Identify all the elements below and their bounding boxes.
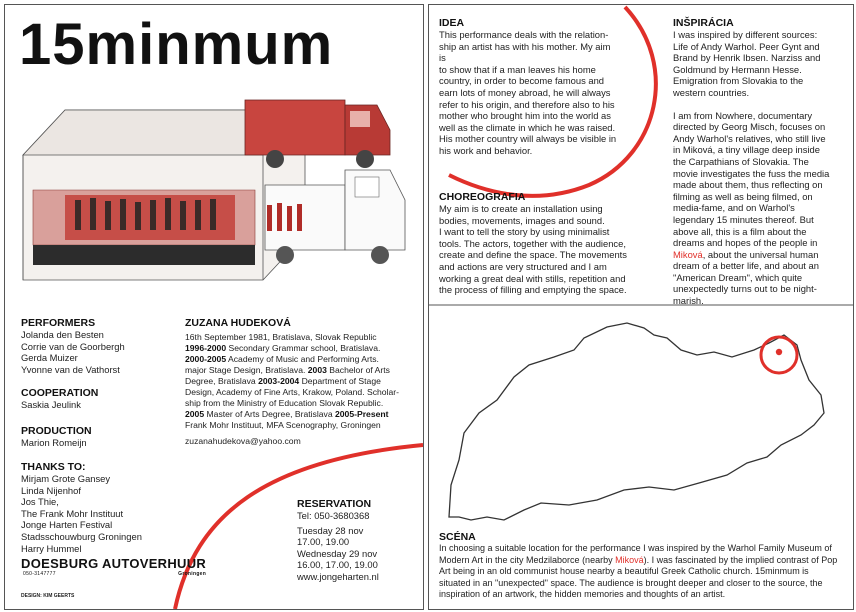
bio-year: 2003-2004 [258,376,300,386]
idea-section [439,17,619,157]
thanks-name: Mirjam Grote Gansey [21,473,111,484]
thanks-name: Jonge Harten Festival [21,519,113,531]
choreo-line: the process of filling and emptying the space. [439,284,627,296]
left-page [4,4,424,610]
inspiracia-line: Brand by Henrik Ibsen. Narziss and [673,52,821,64]
bio-year: 2005 [185,409,205,419]
inspiracia-line: western countries. [673,86,750,98]
design-credit: DESIGN: KIM GEERTS [21,593,75,599]
scena-text: ). I was fascinated by the implied contrast of Pop [643,554,838,565]
choreo-heading: CHOREOGRAFIA [439,191,526,203]
right-page [428,4,854,610]
bio-line: ship from the Ministry of Education Slovak Republic. [185,398,384,408]
reservation-day: Tuesday 28 nov [297,524,364,536]
inspiracia-text: , about the universal human [702,248,819,260]
bio-text: major Stage Design, Bratislava. [185,365,308,375]
bio-year: 1996-2000 [185,343,227,353]
scena-text: Modern Art in the city Medzilaborce (nearby [439,554,616,565]
idea-line: ship an artist has with his mother. My aim is [439,40,611,64]
slovakia-map [449,323,824,520]
reservation-day: Wednesday 29 nov [297,547,378,559]
choreo-line: create and define the space. The movements [439,249,627,261]
mikova-highlight: Miková [615,554,644,565]
scena-section [439,531,849,601]
reservation-website[interactable]: www.jongeharten.nl [297,570,379,582]
production-heading: PRODUCTION [21,425,92,437]
inspiracia-line: I am from Nowhere, documentary [673,109,813,121]
idea-line: his work and behavior. [439,144,533,156]
bio-year: 2003 [307,365,327,375]
inspiracia-heading: INŠPIRÁCIA [673,17,734,29]
idea-line: earn lots of money abroad, he will always [439,86,611,98]
sponsor-logo [21,556,207,577]
reservation-heading: RESERVATION [297,498,372,510]
poster-title: 15minmum [19,12,334,77]
inspiracia-line: media-fame, and on Warhol's [673,202,795,214]
scena-line: In choosing a suitable location for the performance I was inspired by the Warhol Family Museum of [439,543,832,553]
inspiracia-line: I was inspired by different sources: [673,29,818,40]
inspiracia-line: dreams and hopes of the people in [673,237,818,249]
idea-line: to show that if a man leaves his home [439,63,596,75]
bio-year: 2000-2005 [185,354,227,364]
choreo-line: tools. The actors, together with the audience, [439,237,626,249]
inspiracia-line: made about them, thus reflecting on [673,179,823,191]
bio-text: Department of Stage [299,376,381,386]
cooperation-name: Saskia Jeulink [21,399,81,410]
sponsor-logo-text: DOESBURG AUTOVERHUUR [21,556,207,571]
performer-name: Jolanda den Besten [21,329,104,340]
thanks-name: Linda Nijenhof [21,484,81,496]
scena-line: situated in an "unexpected" space. The audience is brought deeper and closer to the source, the [439,577,823,588]
reservation-tel: Tel: 050-3680368 [297,510,370,521]
inspiracia-line: Goldmund by Hermann Hesse. [673,63,802,75]
inspiracia-line: Life of Andy Warhol. Peer Gynt and [673,40,820,52]
idea-heading: IDEA [439,17,465,29]
idea-line: mother who brought him into the world as [439,110,611,122]
bio-year: 2005-Present [335,409,389,419]
choreo-line: bodies, movements, images and sound. [439,214,605,226]
bio-email[interactable]: zuzanahudekova@yahoo.com [185,436,301,446]
sponsor-phone: 050-3147777 [23,571,56,577]
mikova-location-dot [776,349,782,355]
reservation-times: 17.00, 19.00 [297,536,350,548]
thanks-name: Stadsschouwburg Groningen [21,530,142,542]
cooperation-heading: COOPERATION [21,387,99,399]
choreo-line: I want to tell the story by using minimalist [439,226,610,238]
choreo-line: and actions are very structured and I am [439,260,607,272]
bio-text: Secondary Grammar school, Bratislava. [226,343,381,353]
sponsor-city: Groningen [178,571,207,577]
reservation-section [297,498,379,583]
choreo-line: working a great deal with stills, repetition and [439,272,626,284]
performer-name: Corrie van de Goorbergh [21,340,125,352]
inspiracia-line: "American Dream", which quite [673,271,803,283]
inspiracia-line: in Miková, a tiny village deep inside [673,144,820,156]
mikova-highlight: Miková [673,248,703,260]
inspiracia-line: filming as well as being filmed, on [673,190,813,202]
idea-line: This performance deals with the relation- [439,29,609,40]
thanks-name: Jos Thie, [21,496,59,508]
thanks-name: The Frank Mohr Instituut [21,507,124,519]
choreo-section [439,191,639,296]
inspiracia-line: unexpectedly turns out to be night- [673,283,817,295]
bio-text: Bachelor of Arts [326,365,390,375]
bio-line: Frank Mohr Instituut, MFA Scenography, Groningen [185,420,381,430]
bio-text: Degree, Bratislava [185,376,259,386]
inspiracia-line: the Carpathians of Slovakia. The [673,155,809,167]
production-name: Marion Romeijn [21,437,87,448]
scena-line: Art being in an old communist house nearby a beautiful Greek Catholic church. 15minmum is [439,566,809,577]
inspiracia-line: Andy Warhol's relatives, who still live [673,132,826,144]
idea-line: His mother country will always be visible in [439,133,617,145]
idea-line: country, in order to become famous and [439,75,605,87]
inspiracia-line: marish. [673,295,704,307]
performer-name: Yvonne van de Vathorst [21,363,120,375]
bio-line: Design, Academy of Fine Arts, Krakow, Poland. Scholar- [185,387,399,397]
inspiracia-line: above all, this is a film about the [673,225,807,237]
inspiracia-line: movie investigates the fuss the media [673,167,830,179]
inspiracia-line: Emigration from Slovakia to the [673,75,804,87]
inspiracia-section [673,17,849,307]
bio-heading: ZUZANA HUDEKOVÁ [185,317,291,329]
choreo-line: My aim is to create an installation using [439,203,603,214]
idea-line: refer to his origin, and therefore also to his [439,98,615,110]
idea-line: well as the climate in which he was raised. [439,121,616,133]
thanks-heading: THANKS TO: [21,461,86,473]
scena-heading: SCÉNA [439,531,476,543]
performers-heading: PERFORMERS [21,317,96,329]
bio-text: Academy of Music and Performing Arts. [226,354,379,364]
scena-line: inspiration of an artwork, the hidden memories and thoughts of an artist. [439,589,726,600]
reservation-times: 16.00, 17.00, 19.00 [297,559,378,571]
bio-line: 16th September 1981, Bratislava, Slovak Republic [185,332,377,342]
inspiracia-line: dream of a better life, and about an [673,260,819,272]
bio-text: Master of Arts Degree, Bratislava [204,409,335,419]
thanks-name: Harry Hummel [21,542,82,554]
inspiracia-line: legendary 15 minutes thereof. But [673,213,814,225]
performer-name: Gerda Muizer [21,352,78,364]
inspiracia-line: directed by Georg Misch, focuses on [673,121,826,133]
